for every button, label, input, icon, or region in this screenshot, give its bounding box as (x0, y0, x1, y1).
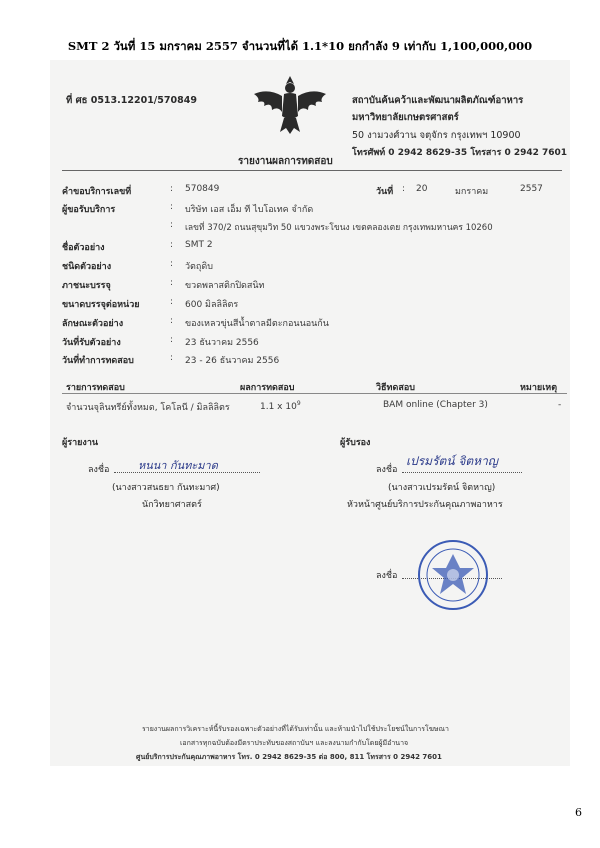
footer-line2: เอกสารทุกฉบับต้องมีตราประทับของสถาบันฯ และลงนามกำกับโดยผู้มีอำนาจ (180, 739, 409, 747)
results-method: BAM online (Chapter 3) (383, 400, 488, 410)
results-value-exponent: 9 (296, 400, 301, 407)
page-number: 6 (575, 806, 582, 819)
report-title: รายงานผลการทดสอบ (238, 156, 333, 167)
date-label: วันที่ (376, 187, 394, 197)
field-colon: : (170, 259, 174, 269)
results-note: - (558, 400, 562, 410)
field-label-sample-name: ชื่อตัวอย่าง (62, 243, 105, 253)
header-divider (62, 170, 562, 171)
reporter-title: ผู้รายงาน (62, 438, 99, 448)
field-value-container: ขวดพลาสติกปิดสนิท (185, 281, 265, 291)
reporter-signature: หนนา กันทะมาด (138, 459, 218, 472)
field-value-test-date: 23 - 26 ธันวาคม 2556 (185, 356, 280, 366)
field-value-sample-name: SMT 2 (185, 240, 213, 250)
institute-name-line2: มหาวิทยาลัยเกษตรศาสตร์ (352, 112, 459, 123)
date-day: 20 (416, 184, 428, 194)
field-value-request-no: 570849 (185, 184, 220, 194)
footer-line1: รายงานผลการวิเคราะห์นี้รับรองเฉพาะตัวอย่างที่ได้รับเท่านั้น และห้ามนำไปใช้ประโยชน์ในการโฆษณา (142, 725, 449, 733)
field-label-appearance: ลักษณะตัวอย่าง (62, 319, 124, 329)
results-header-note: หมายเหตุ (520, 383, 558, 393)
results-value (260, 400, 301, 412)
results-header-result: ผลการทดสอบ (240, 383, 295, 393)
institute-address: 50 งามวงศ์วาน จตุจักร กรุงเทพฯ 10900 (352, 130, 521, 141)
field-colon: : (170, 220, 174, 230)
reporter-name: (นางสาวสนธยา กันทะมาศ) (112, 483, 220, 493)
reporter-sign-label: ลงชื่อ (88, 465, 110, 475)
field-label-received-date: วันที่รับตัวอย่าง (62, 338, 121, 348)
garuda-emblem-icon (250, 72, 330, 140)
second-sign-label: ลงชื่อ (376, 571, 398, 581)
field-value-unit-size: 600 มิลลิลิตร (185, 300, 239, 310)
institute-contact: โทรศัพท์ 0 2942 8629-35 โทรสาร 0 2942 7601 (352, 148, 568, 158)
field-value-received-date: 23 ธันวาคม 2556 (185, 338, 259, 348)
reporter-position: นักวิทยาศาสตร์ (142, 500, 202, 510)
certifier-sign-line (402, 472, 522, 473)
field-colon: : (402, 184, 406, 194)
results-header-test: รายการทดสอบ (66, 383, 125, 393)
date-month: มกราคม (455, 187, 489, 197)
field-colon: : (170, 335, 174, 345)
field-colon: : (170, 240, 174, 250)
institute-name-line1: สถาบันค้นคว้าและพัฒนาผลิตภัณฑ์อาหาร (352, 95, 524, 106)
field-colon: : (170, 316, 174, 326)
field-value-customer: บริษัท เอส เอ็ม ที ไบโอเทค จำกัด (185, 205, 314, 215)
test-report-document (50, 60, 570, 766)
field-value-appearance: ของเหลวขุ่นสีน้ำตาลมีตะกอนนอนก้น (185, 319, 329, 329)
field-colon: : (170, 353, 174, 363)
results-value-base: 1.1 x 10 (260, 402, 297, 412)
document-number: ที่ ศธ 0513.12201/570849 (66, 95, 197, 106)
certifier-position: หัวหน้าศูนย์บริการประกันคุณภาพอาหาร (347, 500, 503, 510)
results-header-method: วิธีทดสอบ (376, 383, 415, 393)
field-colon: : (170, 278, 174, 288)
field-label-unit-size: ขนาดบรรจุต่อหน่วย (62, 300, 140, 310)
footer-line3: ศูนย์บริการประกันคุณภาพอาหาร โทร. 0 2942 8629-35 ต่อ 800, 811 โทรสาร 0 2942 7601 (136, 753, 442, 761)
certifier-signature: เปรมรัตน์ จิตหาญ (406, 454, 499, 468)
field-colon: : (170, 202, 174, 212)
field-value-sample-type: วัตถุดิบ (185, 262, 213, 272)
field-colon: : (170, 297, 174, 307)
field-label-request-no: คำขอบริการเลขที่ (62, 187, 132, 197)
field-colon: : (170, 184, 174, 194)
certifier-title: ผู้รับรอง (340, 438, 371, 448)
results-divider (62, 393, 567, 394)
official-stamp-icon (416, 538, 490, 612)
page-heading: SMT 2 วันที่ 15 มกราคม 2557 จำนวนที่ได้ 1.1*10 ยกกำลัง 9 เท่ากับ 1,100,000,000 (67, 39, 533, 53)
field-label-test-date: วันที่ทำการทดสอบ (62, 356, 134, 366)
field-value-address: เลขที่ 370/2 ถนนสุขุมวิท 50 แขวงพระโขนง เขตคลองเตย กรุงเทพมหานคร 10260 (185, 223, 493, 233)
certifier-name: (นางสาวเปรมรัตน์ จิตหาญ) (388, 483, 496, 493)
field-label-customer: ผู้ขอรับบริการ (62, 205, 116, 215)
date-year: 2557 (520, 184, 543, 194)
results-test-name: จำนวนจุลินทรีย์ทั้งหมด, โคโลนี / มิลลิลิตร (66, 403, 230, 413)
certifier-sign-label: ลงชื่อ (376, 465, 398, 475)
field-label-container: ภาชนะบรรจุ (62, 281, 111, 291)
field-label-sample-type: ชนิดตัวอย่าง (62, 262, 112, 272)
